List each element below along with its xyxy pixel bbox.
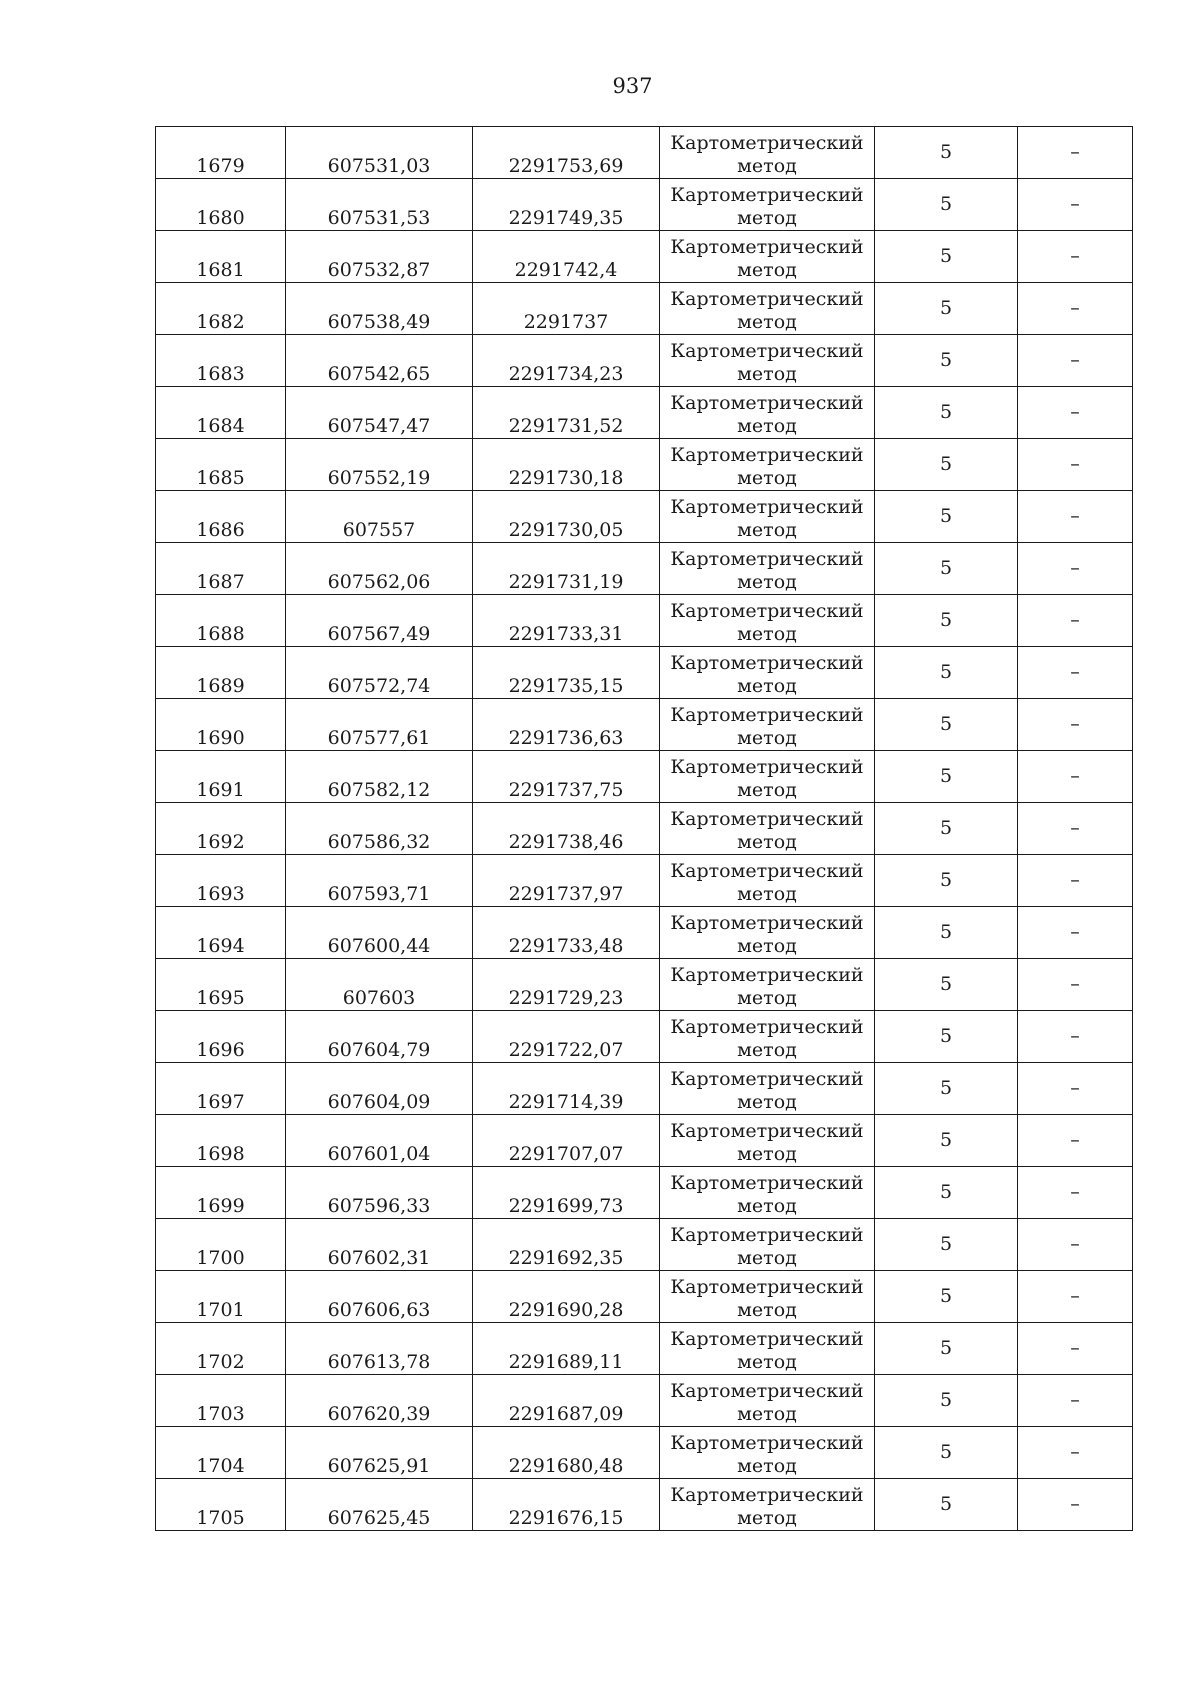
- method-line-2: метод: [737, 623, 797, 645]
- precision-cell: 5: [875, 1479, 1018, 1531]
- method-line-2: метод: [737, 259, 797, 281]
- x-coordinate-cell: 607538,49: [286, 283, 473, 335]
- method-cell: [660, 699, 875, 751]
- note-cell: –: [1018, 491, 1133, 543]
- x-coordinate-cell: 607604,09: [286, 1063, 473, 1115]
- point-number-cell: 1692: [156, 803, 286, 855]
- coordinates-table: [155, 126, 1133, 1531]
- y-coordinate-cell: 2291736,63: [473, 699, 660, 751]
- point-number-cell: 1702: [156, 1323, 286, 1375]
- table-row: [156, 491, 1133, 543]
- method-line-2: метод: [737, 1195, 797, 1217]
- table-row: [156, 1167, 1133, 1219]
- method-line-2: метод: [737, 1351, 797, 1373]
- method-line-1: Картометрический: [670, 756, 864, 778]
- method-cell: [660, 1323, 875, 1375]
- method-line-1: Картометрический: [670, 236, 864, 258]
- method-line-2: метод: [737, 935, 797, 957]
- method-line-1: Картометрический: [670, 496, 864, 518]
- point-number-cell: 1703: [156, 1375, 286, 1427]
- method-cell: [660, 439, 875, 491]
- x-coordinate-cell: 607606,63: [286, 1271, 473, 1323]
- table-row: [156, 1375, 1133, 1427]
- method-line-1: Картометрический: [670, 1432, 864, 1454]
- precision-cell: 5: [875, 1323, 1018, 1375]
- table-row: [156, 179, 1133, 231]
- x-coordinate-cell: 607532,87: [286, 231, 473, 283]
- table-row: [156, 699, 1133, 751]
- y-coordinate-cell: 2291699,73: [473, 1167, 660, 1219]
- x-coordinate-cell: 607596,33: [286, 1167, 473, 1219]
- point-number-cell: 1701: [156, 1271, 286, 1323]
- method-line-1: Картометрический: [670, 860, 864, 882]
- note-cell: –: [1018, 127, 1133, 179]
- point-number-cell: 1695: [156, 959, 286, 1011]
- table-row: [156, 855, 1133, 907]
- note-cell: –: [1018, 179, 1133, 231]
- table-row: [156, 1219, 1133, 1271]
- method-line-1: Картометрический: [670, 1224, 864, 1246]
- point-number-cell: 1687: [156, 543, 286, 595]
- point-number-cell: 1694: [156, 907, 286, 959]
- precision-cell: 5: [875, 179, 1018, 231]
- x-coordinate-cell: 607602,31: [286, 1219, 473, 1271]
- precision-cell: 5: [875, 1375, 1018, 1427]
- y-coordinate-cell: 2291730,05: [473, 491, 660, 543]
- method-cell: [660, 1115, 875, 1167]
- method-line-2: метод: [737, 1455, 797, 1477]
- note-cell: –: [1018, 1219, 1133, 1271]
- method-cell: [660, 1011, 875, 1063]
- method-cell: [660, 1063, 875, 1115]
- table-row: [156, 751, 1133, 803]
- y-coordinate-cell: 2291690,28: [473, 1271, 660, 1323]
- table-row: [156, 959, 1133, 1011]
- method-line-1: Картометрический: [670, 184, 864, 206]
- note-cell: –: [1018, 595, 1133, 647]
- point-number-cell: 1689: [156, 647, 286, 699]
- method-line-2: метод: [737, 1143, 797, 1165]
- note-cell: –: [1018, 1011, 1133, 1063]
- x-coordinate-cell: 607552,19: [286, 439, 473, 491]
- y-coordinate-cell: 2291676,15: [473, 1479, 660, 1531]
- method-line-2: метод: [737, 831, 797, 853]
- precision-cell: 5: [875, 1011, 1018, 1063]
- method-cell: [660, 1479, 875, 1531]
- point-number-cell: 1688: [156, 595, 286, 647]
- point-number-cell: 1686: [156, 491, 286, 543]
- note-cell: –: [1018, 283, 1133, 335]
- table-row: [156, 647, 1133, 699]
- y-coordinate-cell: 2291737: [473, 283, 660, 335]
- precision-cell: 5: [875, 595, 1018, 647]
- method-line-1: Картометрический: [670, 392, 864, 414]
- note-cell: –: [1018, 1167, 1133, 1219]
- precision-cell: 5: [875, 283, 1018, 335]
- point-number-cell: 1705: [156, 1479, 286, 1531]
- method-line-1: Картометрический: [670, 1380, 864, 1402]
- x-coordinate-cell: 607557: [286, 491, 473, 543]
- note-cell: –: [1018, 907, 1133, 959]
- method-line-2: метод: [737, 675, 797, 697]
- note-cell: –: [1018, 1375, 1133, 1427]
- method-cell: [660, 803, 875, 855]
- method-cell: [660, 595, 875, 647]
- x-coordinate-cell: 607577,61: [286, 699, 473, 751]
- method-line-1: Картометрический: [670, 600, 864, 622]
- point-number-cell: 1685: [156, 439, 286, 491]
- precision-cell: 5: [875, 1063, 1018, 1115]
- x-coordinate-cell: 607625,45: [286, 1479, 473, 1531]
- method-line-1: Картометрический: [670, 340, 864, 362]
- y-coordinate-cell: 2291730,18: [473, 439, 660, 491]
- table-row: [156, 387, 1133, 439]
- method-cell: [660, 1271, 875, 1323]
- note-cell: –: [1018, 699, 1133, 751]
- method-line-1: Картометрический: [670, 444, 864, 466]
- y-coordinate-cell: 2291680,48: [473, 1427, 660, 1479]
- note-cell: –: [1018, 647, 1133, 699]
- x-coordinate-cell: 607531,53: [286, 179, 473, 231]
- method-cell: [660, 1219, 875, 1271]
- method-cell: [660, 751, 875, 803]
- note-cell: –: [1018, 1271, 1133, 1323]
- method-line-1: Картометрический: [670, 288, 864, 310]
- method-line-2: метод: [737, 207, 797, 229]
- y-coordinate-cell: 2291733,48: [473, 907, 660, 959]
- table-row: [156, 1323, 1133, 1375]
- method-cell: [660, 855, 875, 907]
- method-line-2: метод: [737, 155, 797, 177]
- note-cell: –: [1018, 1323, 1133, 1375]
- method-line-2: метод: [737, 1039, 797, 1061]
- point-number-cell: 1697: [156, 1063, 286, 1115]
- method-line-1: Картометрический: [670, 1328, 864, 1350]
- method-line-2: метод: [737, 1247, 797, 1269]
- method-line-1: Картометрический: [670, 704, 864, 726]
- table-row: [156, 907, 1133, 959]
- table-body: [156, 127, 1133, 1531]
- precision-cell: 5: [875, 751, 1018, 803]
- method-cell: [660, 335, 875, 387]
- method-line-2: метод: [737, 519, 797, 541]
- point-number-cell: 1679: [156, 127, 286, 179]
- y-coordinate-cell: 2291692,35: [473, 1219, 660, 1271]
- y-coordinate-cell: 2291729,23: [473, 959, 660, 1011]
- table-row: [156, 803, 1133, 855]
- x-coordinate-cell: 607603: [286, 959, 473, 1011]
- precision-cell: 5: [875, 231, 1018, 283]
- method-line-2: метод: [737, 467, 797, 489]
- note-cell: –: [1018, 231, 1133, 283]
- point-number-cell: 1691: [156, 751, 286, 803]
- precision-cell: 5: [875, 907, 1018, 959]
- note-cell: –: [1018, 855, 1133, 907]
- x-coordinate-cell: 607572,74: [286, 647, 473, 699]
- precision-cell: 5: [875, 491, 1018, 543]
- method-cell: [660, 1375, 875, 1427]
- y-coordinate-cell: 2291737,75: [473, 751, 660, 803]
- method-cell: [660, 959, 875, 1011]
- precision-cell: 5: [875, 803, 1018, 855]
- table-row: [156, 1271, 1133, 1323]
- table-row: [156, 283, 1133, 335]
- note-cell: –: [1018, 335, 1133, 387]
- point-number-cell: 1681: [156, 231, 286, 283]
- method-line-2: метод: [737, 1299, 797, 1321]
- table-row: [156, 439, 1133, 491]
- method-line-1: Картометрический: [670, 548, 864, 570]
- precision-cell: 5: [875, 127, 1018, 179]
- y-coordinate-cell: 2291714,39: [473, 1063, 660, 1115]
- method-cell: [660, 543, 875, 595]
- method-line-1: Картометрический: [670, 1484, 864, 1506]
- point-number-cell: 1699: [156, 1167, 286, 1219]
- note-cell: –: [1018, 1063, 1133, 1115]
- point-number-cell: 1693: [156, 855, 286, 907]
- x-coordinate-cell: 607582,12: [286, 751, 473, 803]
- point-number-cell: 1696: [156, 1011, 286, 1063]
- table-row: [156, 231, 1133, 283]
- note-cell: –: [1018, 387, 1133, 439]
- method-cell: [660, 647, 875, 699]
- table-row: [156, 595, 1133, 647]
- method-line-2: метод: [737, 311, 797, 333]
- method-line-2: метод: [737, 363, 797, 385]
- table-row: [156, 335, 1133, 387]
- table-row: [156, 1479, 1133, 1531]
- table-row: [156, 1115, 1133, 1167]
- method-line-1: Картометрический: [670, 808, 864, 830]
- note-cell: –: [1018, 959, 1133, 1011]
- method-line-1: Картометрический: [670, 652, 864, 674]
- precision-cell: 5: [875, 387, 1018, 439]
- precision-cell: 5: [875, 1115, 1018, 1167]
- x-coordinate-cell: 607600,44: [286, 907, 473, 959]
- y-coordinate-cell: 2291689,11: [473, 1323, 660, 1375]
- method-line-1: Картометрический: [670, 1068, 864, 1090]
- point-number-cell: 1683: [156, 335, 286, 387]
- method-line-2: метод: [737, 883, 797, 905]
- point-number-cell: 1684: [156, 387, 286, 439]
- x-coordinate-cell: 607604,79: [286, 1011, 473, 1063]
- x-coordinate-cell: 607547,47: [286, 387, 473, 439]
- x-coordinate-cell: 607531,03: [286, 127, 473, 179]
- x-coordinate-cell: 607562,06: [286, 543, 473, 595]
- precision-cell: 5: [875, 1271, 1018, 1323]
- method-cell: [660, 127, 875, 179]
- x-coordinate-cell: 607601,04: [286, 1115, 473, 1167]
- precision-cell: 5: [875, 1427, 1018, 1479]
- x-coordinate-cell: 607586,32: [286, 803, 473, 855]
- table-row: [156, 1011, 1133, 1063]
- point-number-cell: 1704: [156, 1427, 286, 1479]
- y-coordinate-cell: 2291742,4: [473, 231, 660, 283]
- y-coordinate-cell: 2291731,52: [473, 387, 660, 439]
- method-cell: [660, 283, 875, 335]
- table-row: [156, 543, 1133, 595]
- y-coordinate-cell: 2291731,19: [473, 543, 660, 595]
- method-cell: [660, 491, 875, 543]
- note-cell: –: [1018, 803, 1133, 855]
- y-coordinate-cell: 2291753,69: [473, 127, 660, 179]
- method-line-1: Картометрический: [670, 1172, 864, 1194]
- y-coordinate-cell: 2291733,31: [473, 595, 660, 647]
- method-line-1: Картометрический: [670, 1120, 864, 1142]
- method-cell: [660, 231, 875, 283]
- method-line-1: Картометрический: [670, 912, 864, 934]
- x-coordinate-cell: 607625,91: [286, 1427, 473, 1479]
- method-cell: [660, 1427, 875, 1479]
- x-coordinate-cell: 607567,49: [286, 595, 473, 647]
- table-row: [156, 1427, 1133, 1479]
- method-line-1: Картометрический: [670, 132, 864, 154]
- method-cell: [660, 907, 875, 959]
- method-cell: [660, 387, 875, 439]
- point-number-cell: 1682: [156, 283, 286, 335]
- point-number-cell: 1698: [156, 1115, 286, 1167]
- note-cell: –: [1018, 543, 1133, 595]
- method-line-2: метод: [737, 415, 797, 437]
- note-cell: –: [1018, 1115, 1133, 1167]
- precision-cell: 5: [875, 699, 1018, 751]
- y-coordinate-cell: 2291734,23: [473, 335, 660, 387]
- method-line-1: Картометрический: [670, 1276, 864, 1298]
- point-number-cell: 1680: [156, 179, 286, 231]
- page-number: 937: [612, 74, 653, 98]
- method-line-2: метод: [737, 571, 797, 593]
- precision-cell: 5: [875, 439, 1018, 491]
- method-line-1: Картометрический: [670, 1016, 864, 1038]
- precision-cell: 5: [875, 335, 1018, 387]
- method-line-2: метод: [737, 1403, 797, 1425]
- method-line-1: Картометрический: [670, 964, 864, 986]
- point-number-cell: 1690: [156, 699, 286, 751]
- method-cell: [660, 1167, 875, 1219]
- note-cell: –: [1018, 1427, 1133, 1479]
- point-number-cell: 1700: [156, 1219, 286, 1271]
- note-cell: –: [1018, 439, 1133, 491]
- table-row: [156, 1063, 1133, 1115]
- table-row: [156, 127, 1133, 179]
- y-coordinate-cell: 2291687,09: [473, 1375, 660, 1427]
- y-coordinate-cell: 2291738,46: [473, 803, 660, 855]
- precision-cell: 5: [875, 1167, 1018, 1219]
- y-coordinate-cell: 2291735,15: [473, 647, 660, 699]
- note-cell: –: [1018, 1479, 1133, 1531]
- precision-cell: 5: [875, 1219, 1018, 1271]
- precision-cell: 5: [875, 647, 1018, 699]
- method-line-2: метод: [737, 779, 797, 801]
- precision-cell: 5: [875, 855, 1018, 907]
- method-cell: [660, 179, 875, 231]
- x-coordinate-cell: 607613,78: [286, 1323, 473, 1375]
- method-line-2: метод: [737, 1507, 797, 1529]
- note-cell: –: [1018, 751, 1133, 803]
- precision-cell: 5: [875, 959, 1018, 1011]
- y-coordinate-cell: 2291722,07: [473, 1011, 660, 1063]
- method-line-2: метод: [737, 1091, 797, 1113]
- x-coordinate-cell: 607620,39: [286, 1375, 473, 1427]
- method-line-2: метод: [737, 987, 797, 1009]
- y-coordinate-cell: 2291707,07: [473, 1115, 660, 1167]
- x-coordinate-cell: 607593,71: [286, 855, 473, 907]
- y-coordinate-cell: 2291749,35: [473, 179, 660, 231]
- y-coordinate-cell: 2291737,97: [473, 855, 660, 907]
- x-coordinate-cell: 607542,65: [286, 335, 473, 387]
- precision-cell: 5: [875, 543, 1018, 595]
- method-line-2: метод: [737, 727, 797, 749]
